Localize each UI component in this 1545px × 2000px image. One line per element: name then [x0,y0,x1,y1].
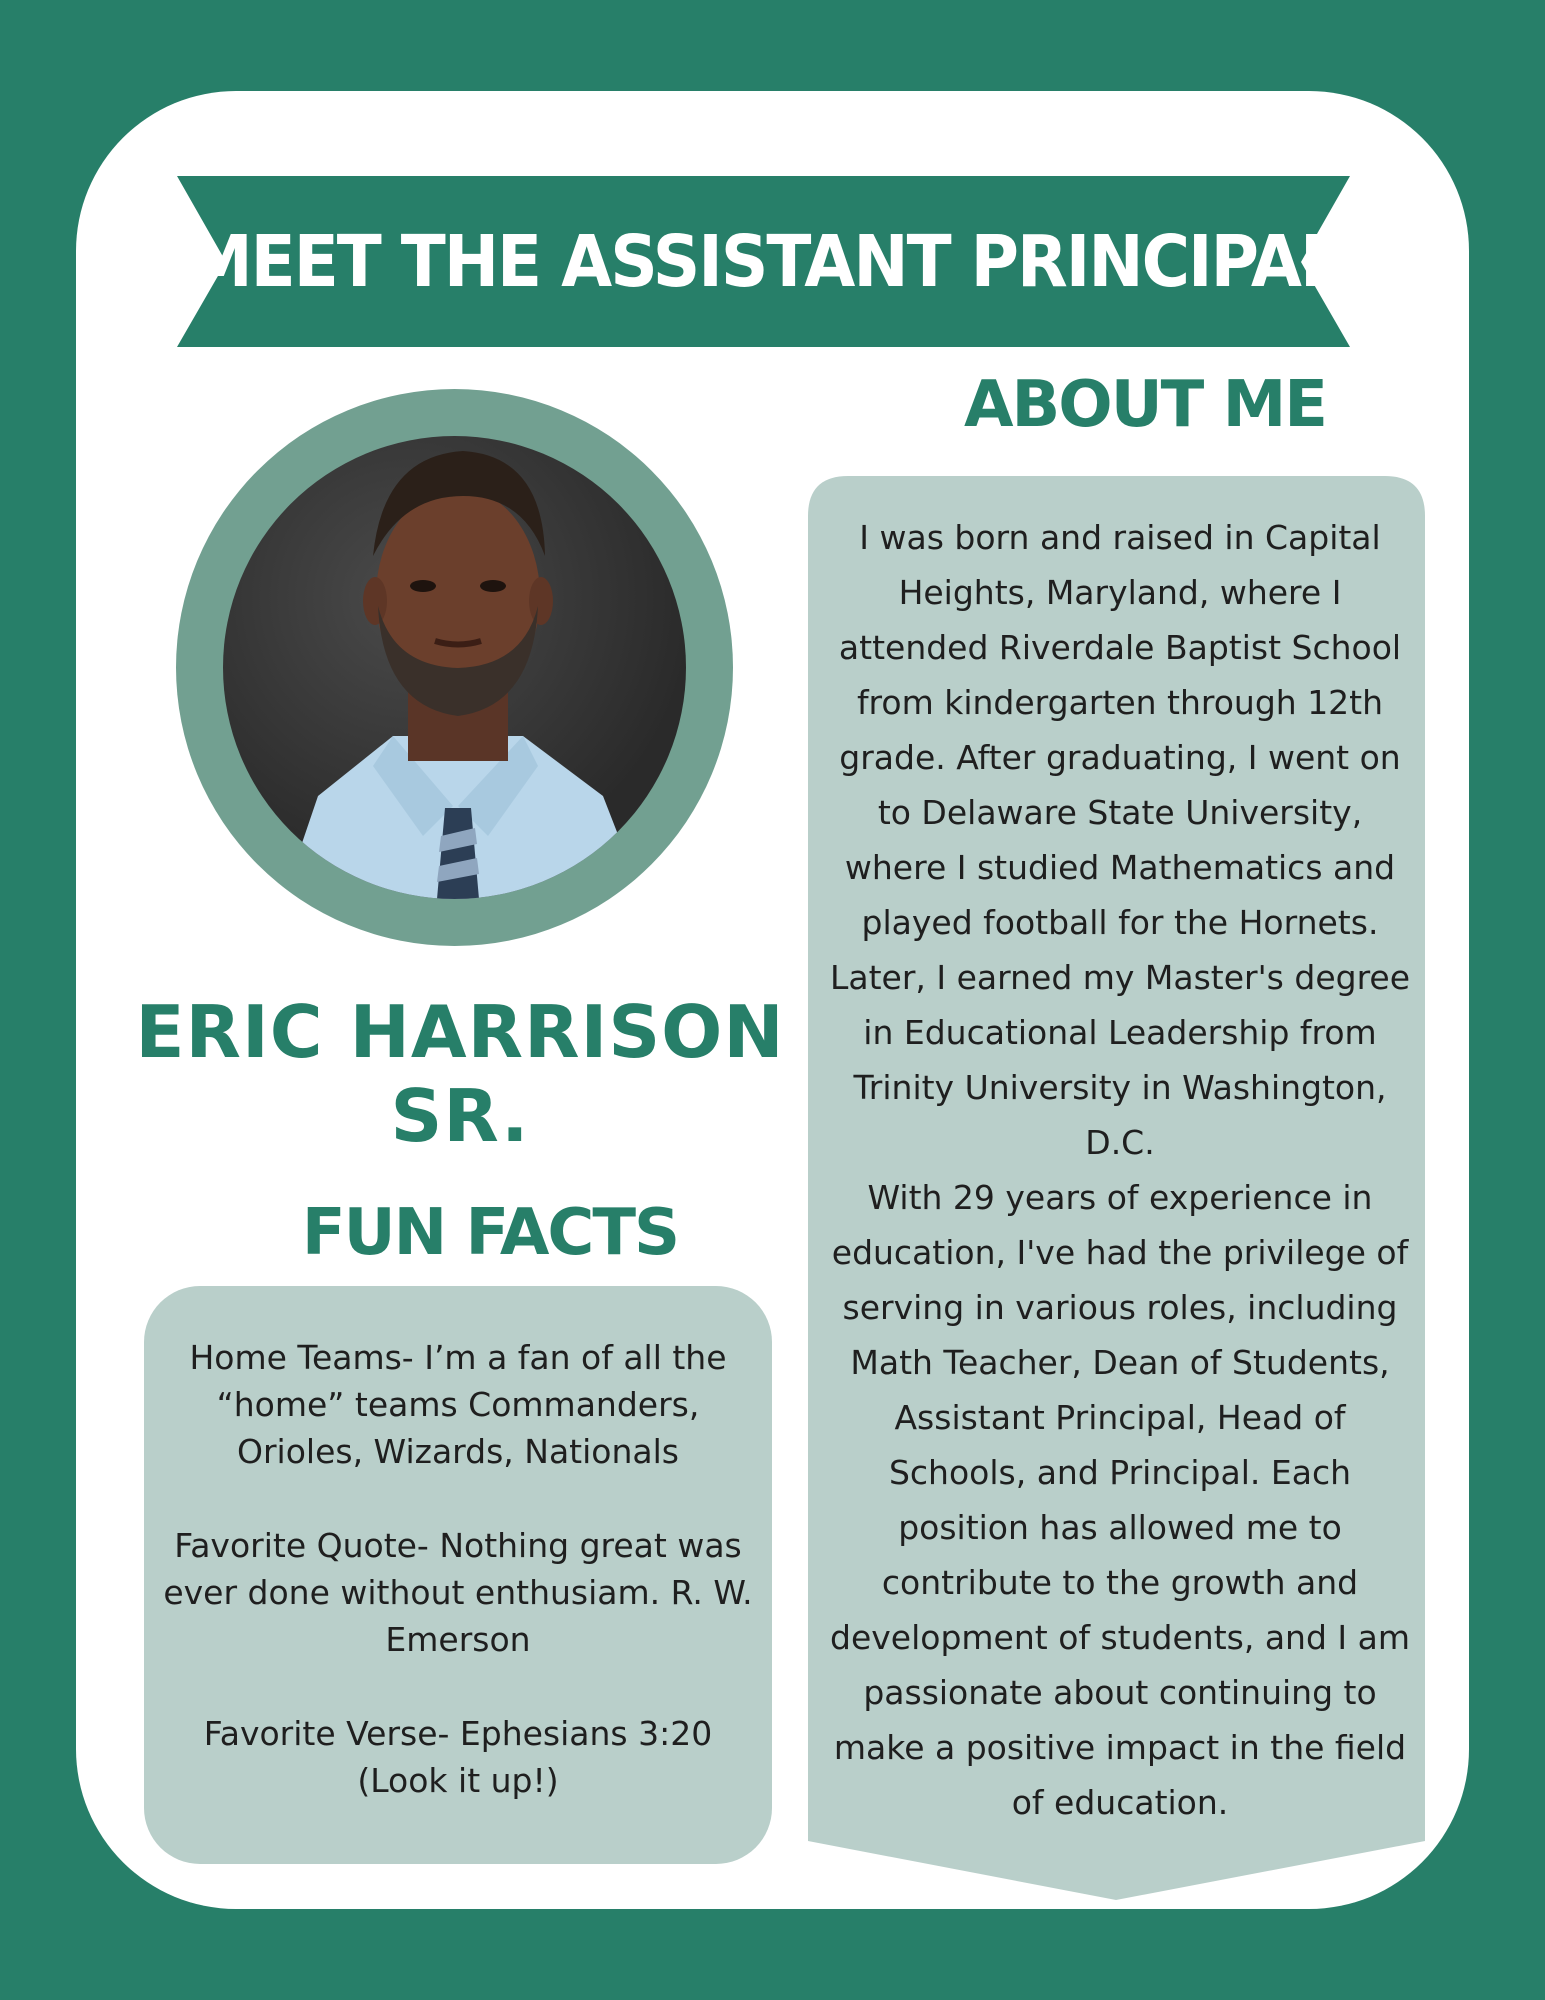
fun-fact-item: Favorite Verse- Ephesians 3:20 (Look it up!) [203,1714,713,1800]
about-paragraph: With 29 years of experience in education, I've had the privilege of serving in various roles, including Math Teacher, Dean of Students, Assistant Principal, Head of Schools, and Principal. Each position has allowed me to contribute to the growth and development of students, and I am passionate about continuing to make a positive impact in the field of education. [830,1178,1410,1822]
fun-facts-heading: FUN FACTS [301,1196,679,1270]
about-paragraph: I was born and raised in Capital Heights, Maryland, where I attended Riverdale Baptist School from kindergarten through 12th grade. After graduating, I went on to Delaware State University, where I studied Mathematics and played football for the Hornets. Later, I earned my Master's degree in Educational Leadership from Trinity University in Washington, D.C. [829,518,1411,1162]
about-heading: ABOUT ME [963,368,1327,442]
banner-title: MEET THE ASSISTANT PRINCIPAL [186,219,1341,304]
fun-facts-list [160,1334,756,1851]
about-text [822,510,1418,1830]
fun-fact-item: Home Teams- I’m a fan of all the “home” teams Commanders, Orioles, Wizards, Nationals [189,1338,727,1471]
title-banner [177,176,1350,347]
person-name: ERIC HARRISON SR. [135,990,785,1158]
fun-fact-item: Favorite Quote- Nothing great was ever done without enthusiam. R. W. Emerson [163,1526,753,1659]
portrait-photo [223,436,686,899]
portrait-illustration [223,436,686,899]
